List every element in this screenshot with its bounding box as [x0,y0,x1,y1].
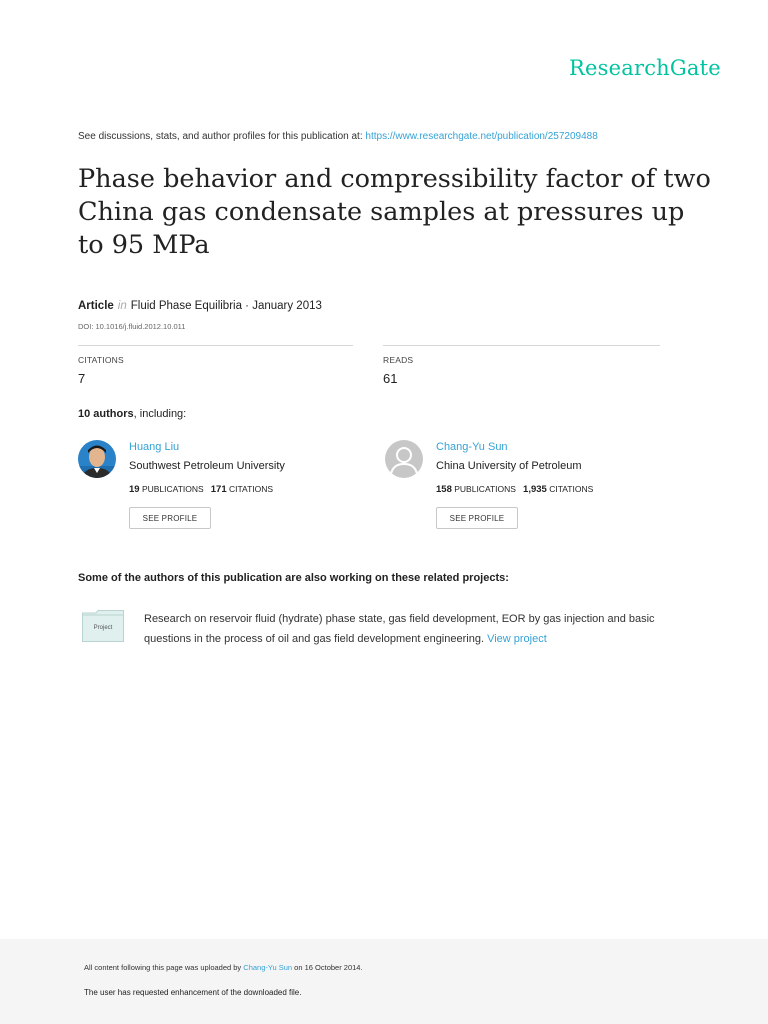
journal-date[interactable]: Fluid Phase Equilibria · January 2013 [130,300,322,312]
author-photo-icon [78,440,116,478]
publications-count: 158 [436,484,452,495]
footer [0,939,768,1024]
project-text: Research on reservoir fluid (hydrate) phase state, gas field development, EOR by gas injection and basic questions in the process of oil and gas field development engineering. [144,613,655,645]
publication-meta [78,300,322,312]
reads-divider [383,345,660,346]
see-profile-button[interactable]: SEE PROFILE [129,507,211,529]
article-type: Article [78,300,114,312]
project-folder-label: Project [93,625,113,631]
reads-count: 61 [383,371,398,386]
related-projects-heading: Some of the authors of this publication are also working on these related projects: [78,572,509,584]
author-name-link[interactable]: Huang Liu [129,441,180,453]
author-citations-count: 171 [210,484,227,495]
upload-suffix: on 16 October 2014. [294,963,363,972]
publications-label: PUBLICATIONS [454,484,516,494]
reads-label: READS [383,355,414,365]
authors-count: 10 authors [78,408,134,420]
author-stats [436,484,593,495]
publications-label: PUBLICATIONS [141,484,204,494]
upload-notice [84,963,363,972]
author-institution[interactable]: China University of Petroleum [436,460,582,472]
project-folder-icon[interactable] [82,610,124,642]
publication-url-link[interactable]: https://www.researchgate.net/publication/257209488 [365,131,598,142]
author-citations-label: CITATIONS [229,484,274,494]
page-title: Phase behavior and compressibility factor of two China gas condensate samples at pressures up to 95 MPa [78,164,711,260]
enhancement-notice: The user has requested enhancement of the downloaded file. [84,988,302,997]
author-name-link[interactable]: Chang-Yu Sun [436,441,508,453]
see-profile-button[interactable]: SEE PROFILE [436,507,518,529]
authors-header [78,408,186,420]
discussion-line [78,131,598,142]
discussion-prefix: See discussions, stats, and author profiles for this publication at: [78,131,363,142]
view-project-link[interactable]: View project [487,633,547,645]
citations-label: CITATIONS [78,355,124,365]
researchgate-logo[interactable]: ResearchGate [569,56,721,80]
publications-count: 19 [129,484,140,495]
avatar[interactable] [78,440,116,478]
author-stats [129,484,273,495]
doi: DOI: 10.1016/j.fluid.2012.10.011 [78,322,186,331]
uploader-link[interactable]: Chang-Yu Sun [243,963,293,972]
author-citations-count: 1,935 [523,484,547,495]
default-user-icon [385,440,423,478]
citations-count: 7 [78,371,86,386]
avatar[interactable] [385,440,423,478]
author-institution[interactable]: Southwest Petroleum University [129,460,285,472]
project-description [144,609,684,649]
authors-suffix: , including: [133,408,187,420]
citations-divider [78,345,353,346]
upload-prefix: All content following this page was uploaded by [84,963,242,972]
in-label: in [117,300,127,312]
author-citations-label: CITATIONS [549,484,594,494]
